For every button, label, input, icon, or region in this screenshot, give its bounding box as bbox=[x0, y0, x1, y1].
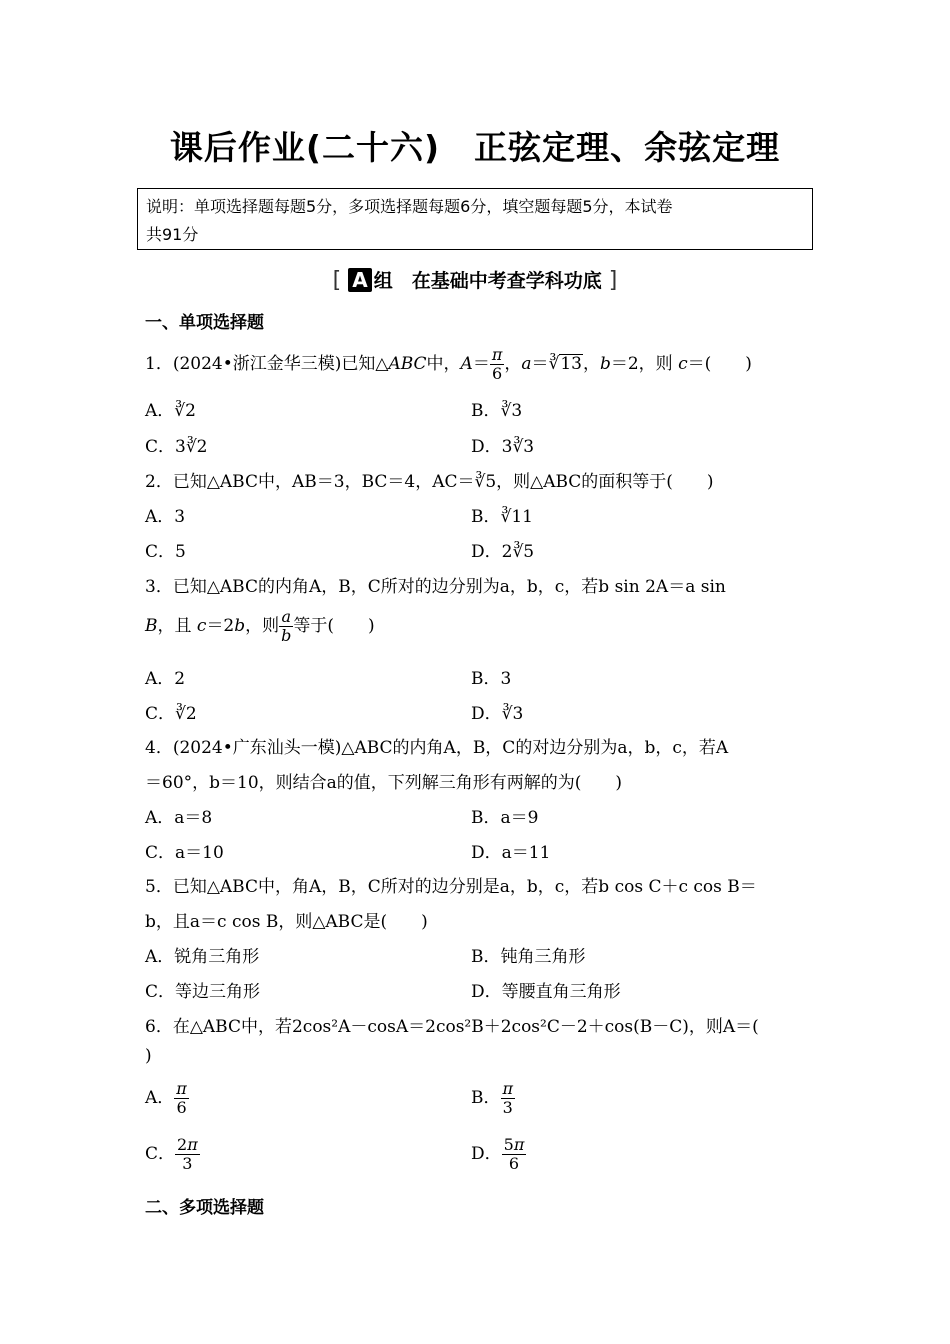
q5-option-b[interactable]: B．钝角三角形 bbox=[471, 947, 586, 967]
question-3-stem-cont: B，且 c＝2b，则 $\frac{a}{b}$ 等于( ) bbox=[145, 607, 375, 645]
question-5-stem: 5．已知△ABC中，角A，B，C所对的边分别是a，b，c，若b cos C＋c cos B＝ bbox=[145, 877, 757, 897]
question-6-stem: 6．在△ABC中，若2cos²A－cosA＝2cos²B＋2cos²C－2＋cos(B－C)，则A＝( bbox=[145, 1017, 759, 1037]
question-6-stem-cont: ) bbox=[145, 1046, 152, 1066]
q3-option-d[interactable]: D．∛3 bbox=[471, 704, 524, 724]
q2-option-c[interactable]: C．5 bbox=[145, 542, 186, 562]
section-single-choice: 一、单项选择题 bbox=[145, 313, 264, 333]
group-badge: A bbox=[348, 268, 371, 292]
q3-option-b[interactable]: B．3 bbox=[471, 669, 512, 689]
q5-option-a[interactable]: A．锐角三角形 bbox=[145, 947, 260, 967]
q6-option-c[interactable]: C． $\frac{2\pi}{3}$ bbox=[145, 1135, 198, 1173]
question-4-stem: 4．(2024•广东汕头一模)△ABC的内角A，B，C的对边分别为a，b，c，若A bbox=[145, 738, 729, 758]
question-2-stem: 2．已知△ABC中，AB＝3，BC＝4，AC＝∛5，则△ABC的面积等于( ) bbox=[145, 472, 714, 492]
q3-option-c[interactable]: C．∛2 bbox=[145, 704, 197, 724]
q6-option-b[interactable]: B． $\frac{\pi}{3}$ bbox=[471, 1079, 514, 1117]
q2-option-a[interactable]: A．3 bbox=[145, 507, 186, 527]
q1-option-b[interactable]: B．∛3 bbox=[471, 401, 523, 421]
q6-option-a[interactable]: A． $\frac{\pi}{6}$ bbox=[145, 1079, 187, 1117]
question-4-stem-cont: ＝60°，b＝10，则结合a的值，下列解三角形有两解的为( ) bbox=[145, 773, 623, 793]
q1-option-d[interactable]: D．3∛3 bbox=[471, 437, 535, 457]
q4-option-b[interactable]: B．a＝9 bbox=[471, 808, 539, 828]
q2-option-b[interactable]: B．∛11 bbox=[471, 507, 533, 527]
q3-option-a[interactable]: A．2 bbox=[145, 669, 186, 689]
score-note: 说明：单项选择题每题5分，多项选择题每题6分，填空题每题5分，本试卷 共91分 bbox=[137, 188, 813, 250]
page-title: 课后作业(二十六) 正弦定理、余弦定理 bbox=[169, 128, 781, 167]
q5-option-c[interactable]: C．等边三角形 bbox=[145, 982, 261, 1002]
q6-option-d[interactable]: D． $\frac{5\pi}{6}$ bbox=[471, 1135, 525, 1173]
q2-option-d[interactable]: D．2∛5 bbox=[471, 542, 535, 562]
q4-option-c[interactable]: C．a＝10 bbox=[145, 843, 224, 863]
q5-option-d[interactable]: D．等腰直角三角形 bbox=[471, 982, 621, 1002]
group-heading: [ A 组 在基础中考查学科功底 ] bbox=[332, 268, 618, 293]
question-3-stem: 3．已知△ABC的内角A，B，C所对的边分别为a，b，c，若b sin 2A＝a sin bbox=[145, 577, 726, 597]
q4-option-a[interactable]: A．a＝8 bbox=[145, 808, 213, 828]
q4-option-d[interactable]: D．a＝11 bbox=[471, 843, 551, 863]
q1-option-a[interactable]: A．∛2 bbox=[145, 401, 196, 421]
question-5-stem-cont: b，且a＝c cos B，则△ABC是( ) bbox=[145, 912, 428, 932]
section-multiple-choice: 二、多项选择题 bbox=[145, 1198, 264, 1218]
q1-option-c[interactable]: C．3∛2 bbox=[145, 437, 208, 457]
question-1-stem: 1．(2024•浙江金华三模)已知△ABC中，A＝ $\frac{\pi}{6}$ ，a＝∛13，b＝2，则 c＝( ) bbox=[145, 345, 752, 383]
